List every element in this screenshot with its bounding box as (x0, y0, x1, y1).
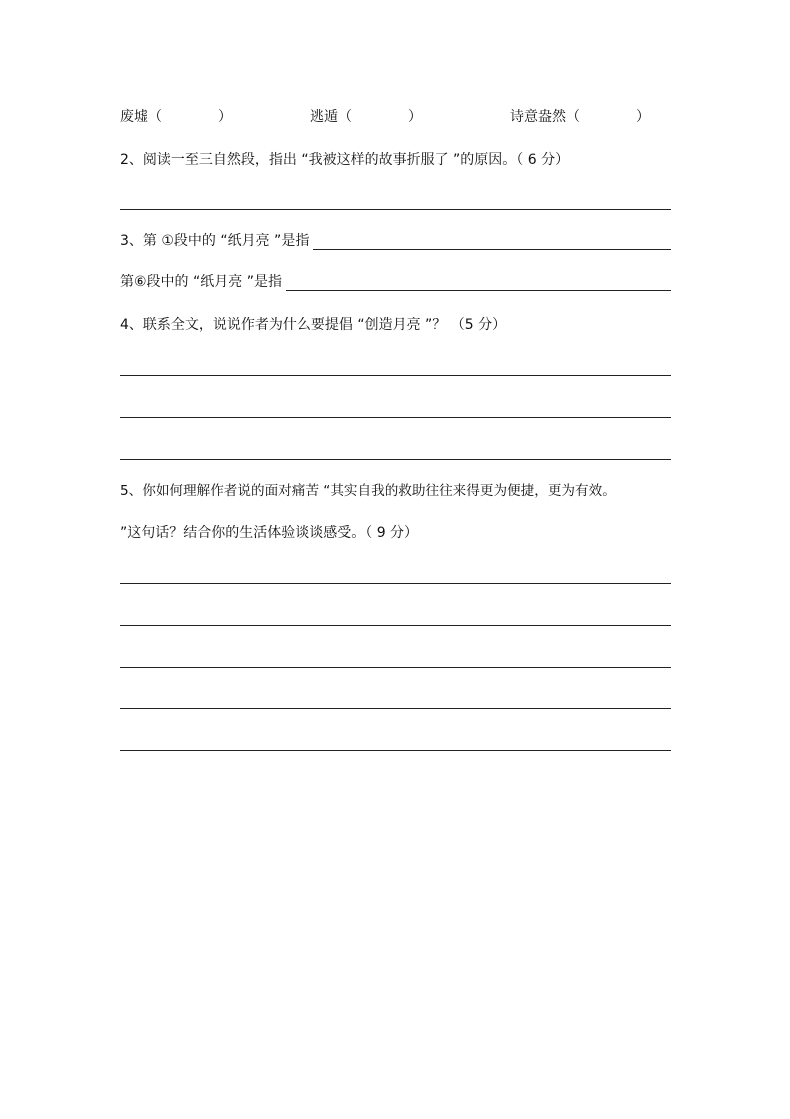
q4-answer-line[interactable] (120, 459, 671, 460)
q5-answer-line[interactable] (120, 750, 671, 751)
q5-answer-line[interactable] (120, 667, 671, 668)
q3-row-1 (120, 232, 671, 250)
q4-text: 4、联系全文，说说作者为什么要提倡 “创造月亮 ”？ （5 分） (120, 317, 507, 333)
q3-answer-line-2[interactable] (286, 276, 671, 291)
q1-item-3: 诗意盎然（ ） (510, 109, 650, 125)
q3-answer-line-1[interactable] (313, 235, 671, 250)
q3-line-2: 第⑥段中的 “纸月亮 ”是指 (120, 274, 282, 290)
q1-item-1: 废墟（ ） (120, 109, 232, 125)
q5-answer-line[interactable] (120, 708, 671, 709)
q4-answer-line[interactable] (120, 375, 671, 376)
q5-answer-line[interactable] (120, 625, 671, 626)
q5-line-1: 5、你如何理解作者说的面对痛苦 “其实自我的救助往往来得更为便捷，更为有效。 (120, 483, 616, 499)
q2-text: 2、阅读一至三自然段，指出 “我被这样的故事折服了 ”的原因。（ 6 分） (120, 152, 570, 168)
q3-row-2 (120, 273, 671, 291)
q1-item-2: 逃遁（ ） (310, 109, 422, 125)
q5-answer-line[interactable] (120, 583, 671, 584)
q2-answer-line[interactable] (120, 209, 671, 210)
q5-line-2: ”这句话？结合你的生活体验谈谈感受。（ 9 分） (120, 525, 419, 541)
q4-answer-line[interactable] (120, 417, 671, 418)
q3-line-1: 3、第 ①段中的 “纸月亮 ”是指 (120, 233, 310, 249)
